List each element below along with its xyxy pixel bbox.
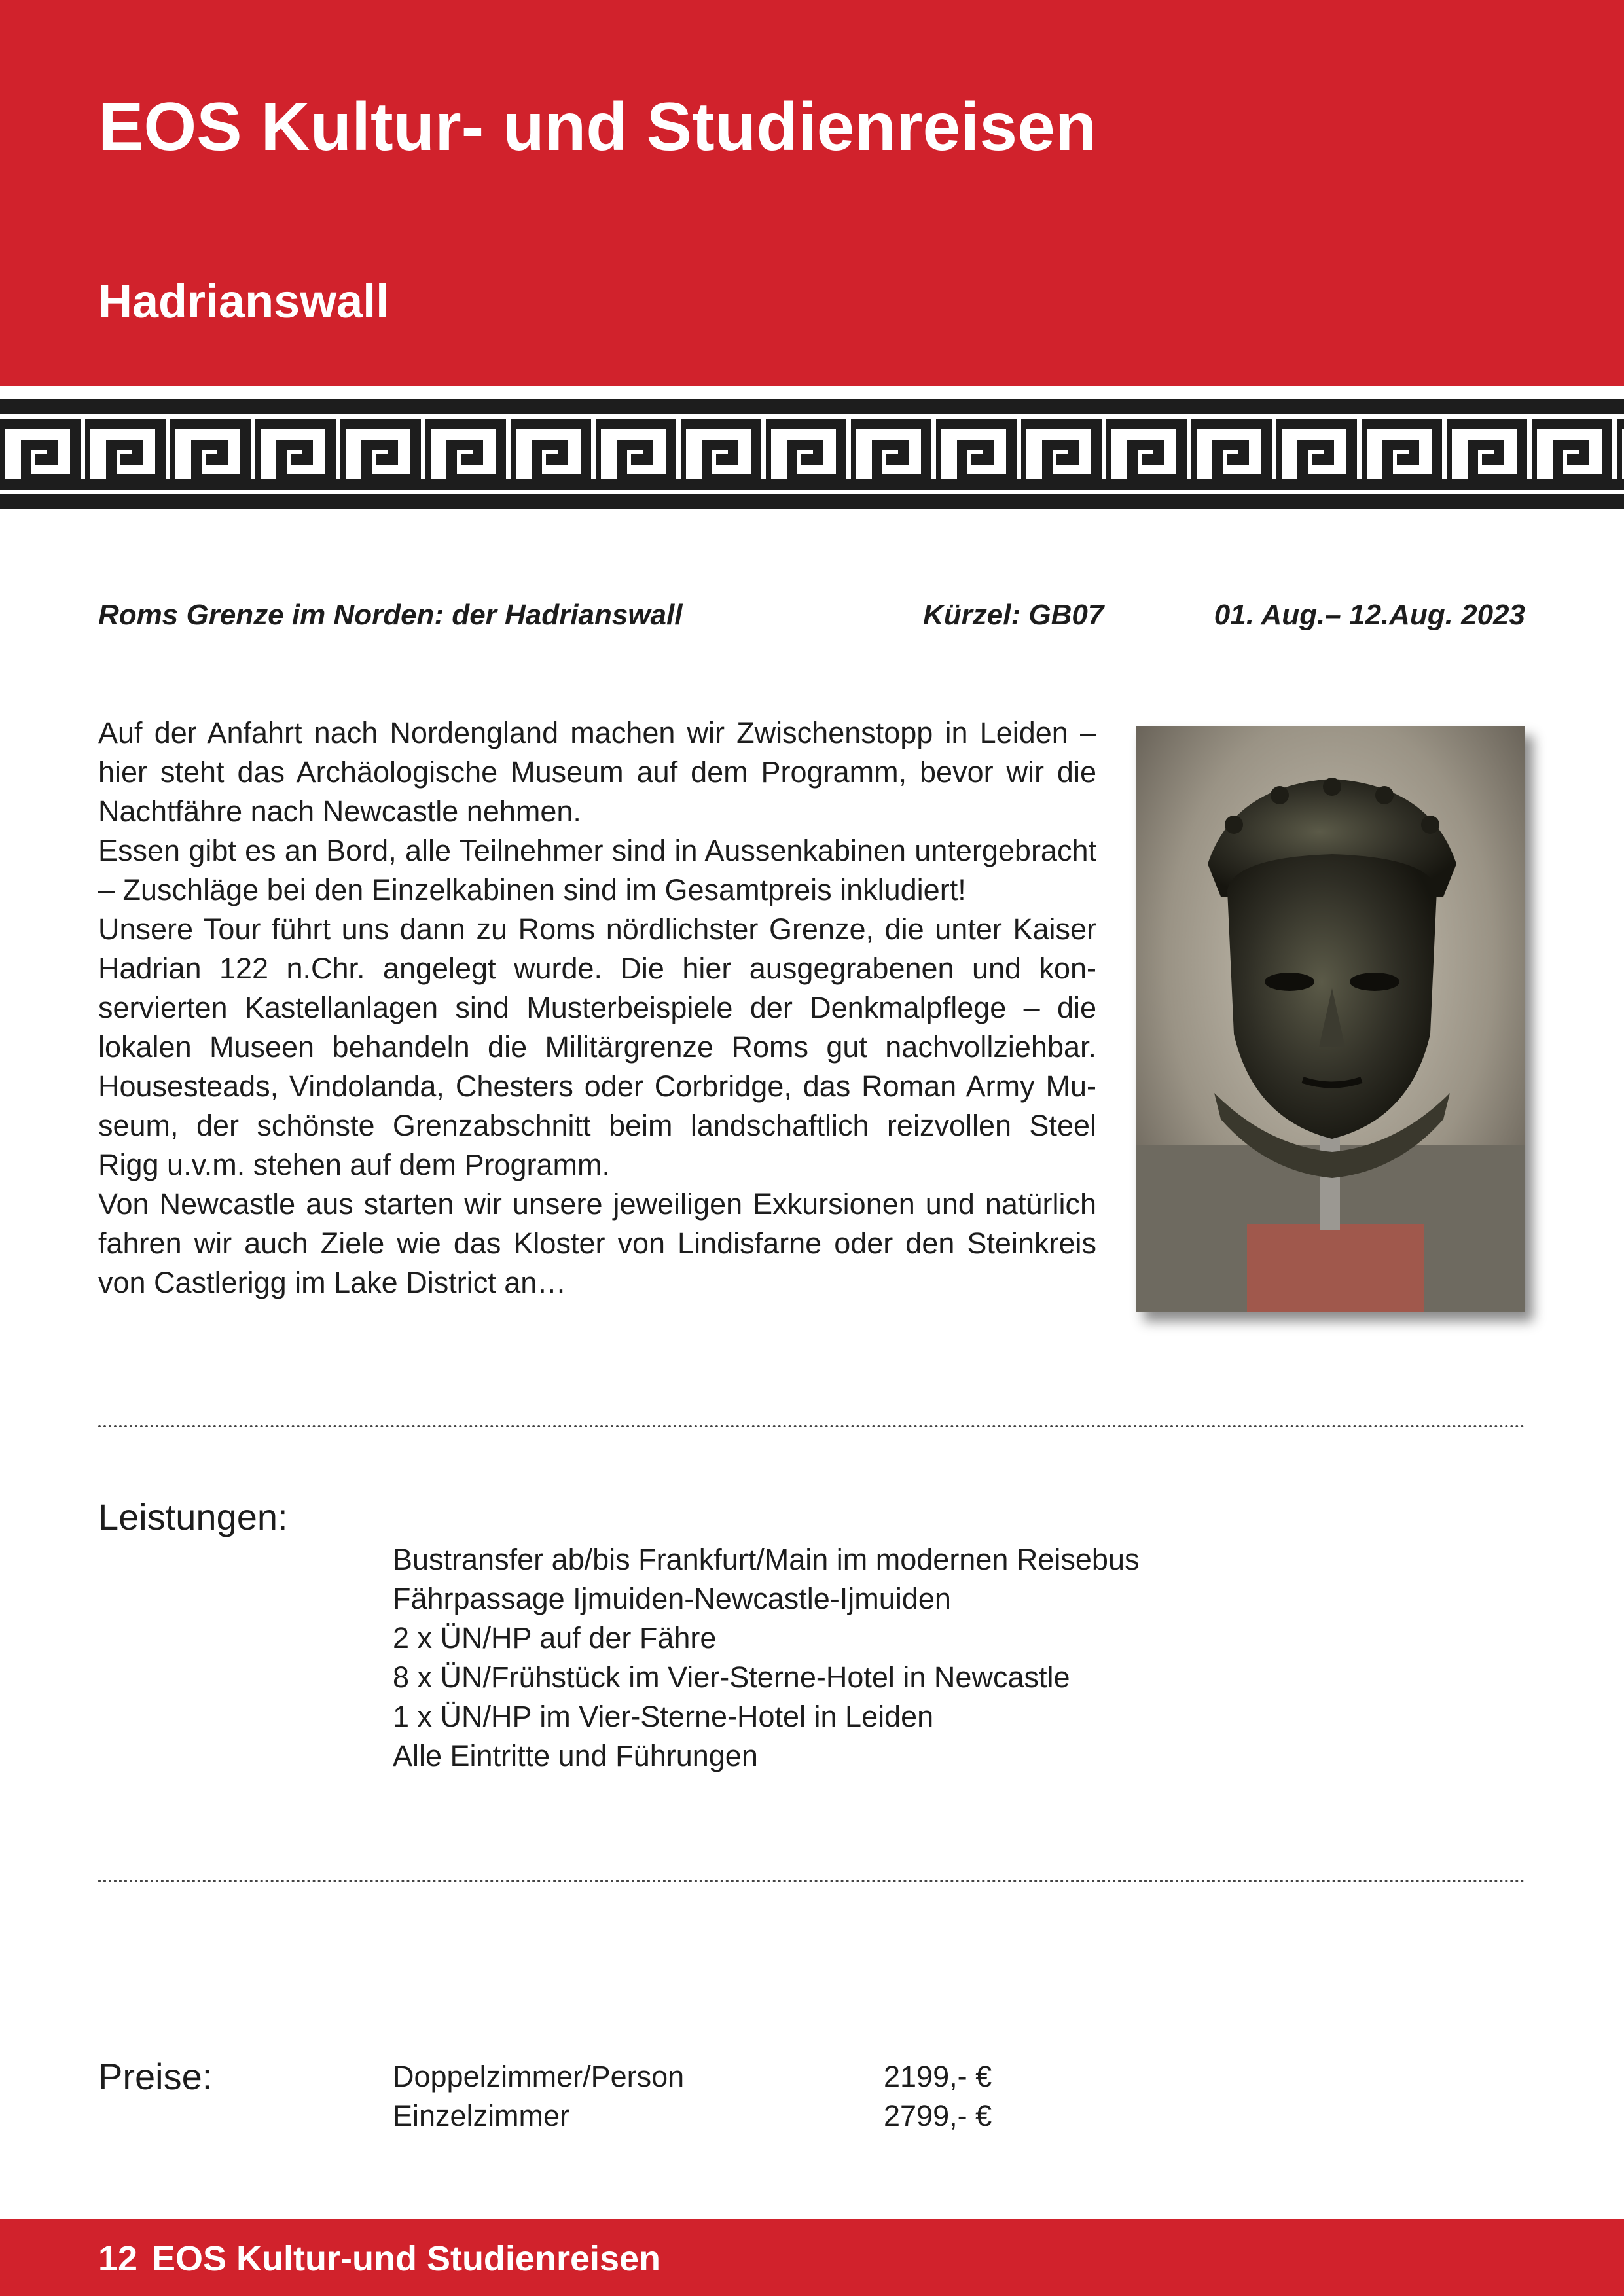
tour-description (98, 713, 1096, 1302)
price-name: Doppelzimmer/Person (393, 2060, 685, 2093)
page-title: Hadrianswall (98, 276, 389, 328)
description-paragraph: Unsere Tour führt uns dann zu Roms nördlichster Grenze, die unter Kaiser Hadrian 122 n.Chr. angelegt wurde. Die hier ausgegrabenen und konservierten Kastellanlagen sind Musterbeispiele der Denkmalpflege – die lokalen Museen behandeln die Militärgrenze Roms gut nachvollziehbar. Housesteads, Vindolanda, Chesters oder Corbridge, das Roman Army Museum, der schönste Grenzabschnitt beim landschaftlich reizvollen Steel Rigg u.v.m. stehen auf dem Programm. (98, 912, 1096, 1181)
price-amount: 2799,- € (884, 2099, 992, 2132)
tour-code: Kürzel: GB07 (923, 599, 1104, 631)
section-divider (98, 1425, 1525, 1427)
footer-bar (0, 2219, 1624, 2296)
list-item: Alle Eintritte und Führungen (393, 1739, 758, 1772)
list-item: Fährpassage Ijmuiden-Newcastle-Ijmuiden (393, 1582, 951, 1615)
description-paragraph: Von Newcastle aus starten wir unsere jeweiligen Exkursionen und natürlich fahren wir auch Ziele wie das Kloster von Lindisfarne oder den Steinkreis von Castlerigg im Lake District an… (98, 1187, 1096, 1299)
greek-key-border (0, 414, 1624, 494)
prices-heading: Preise: (98, 2056, 213, 2097)
list-item: Bustransfer ab/bis Frankfurt/Main im modernen Reisebus (393, 1543, 1140, 1576)
description-paragraph: Auf der Anfahrt nach Nordengland machen wir Zwischenstopp in Leiden – hier steht das Archäologische Museum auf dem Programm, bevor wir die Nachtfähre nach Newcastle nehmen. (98, 716, 1096, 828)
meander-bottom-rule (0, 494, 1624, 509)
list-item: 1 x ÜN/HP im Vier-Sterne-Hotel in Leiden (393, 1700, 934, 1733)
tour-title: Roms Grenze im Norden: der Hadrianswall (98, 599, 683, 631)
section-divider (98, 1880, 1525, 1882)
page-number: 12 (98, 2239, 138, 2278)
brand-title: EOS Kultur- und Studienreisen (98, 89, 1097, 165)
services-list (393, 1540, 1140, 1776)
price-amount: 2199,- € (884, 2060, 992, 2093)
meander-top-rule (0, 399, 1624, 414)
header-banner (0, 0, 1624, 386)
roman-mask-photo (1136, 726, 1525, 1312)
services-heading: Leistungen: (98, 1496, 288, 1537)
footer-title: EOS Kultur-und Studienreisen (152, 2239, 661, 2278)
list-item: 2 x ÜN/HP auf der Fähre (393, 1621, 717, 1655)
tour-info-row (98, 599, 1525, 638)
price-name: Einzelzimmer (393, 2099, 570, 2132)
list-item: 8 x ÜN/Frühstück im Vier-Sterne-Hotel in Newcastle (393, 1660, 1070, 1694)
tour-dates: 01. Aug.– 12.Aug. 2023 (1214, 599, 1525, 631)
description-paragraph: Essen gibt es an Bord, alle Teilnehmer sind in Aussenkabinen untergebracht – Zuschläge bei den Einzelkabinen sind im Gesamtpreis inkludiert! (98, 834, 1096, 906)
